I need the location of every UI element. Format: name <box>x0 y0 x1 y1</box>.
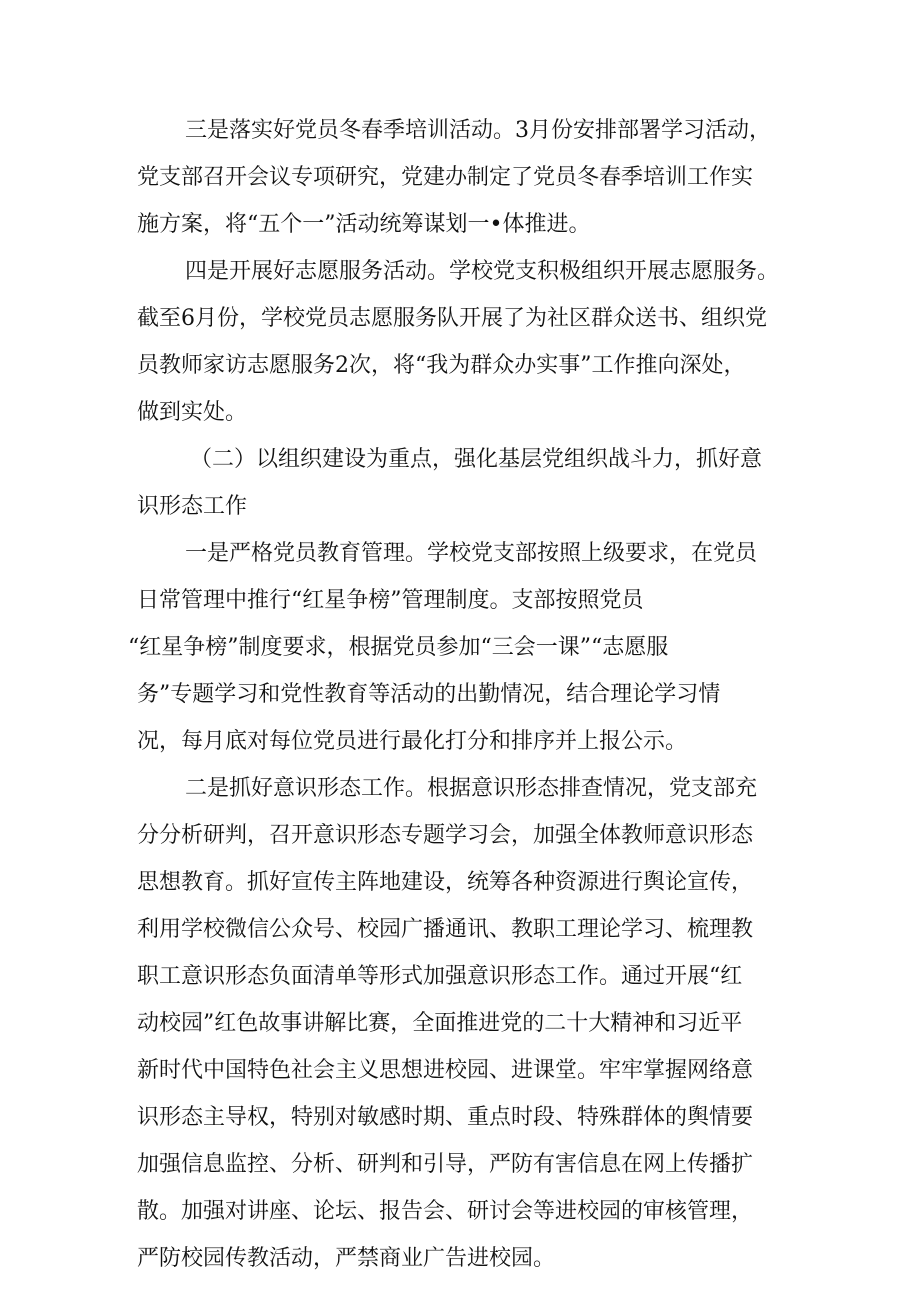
text-line: 新时代中国特色社会主义思想进校园、进课堂。牢牢掌握网络意 <box>137 1058 754 1083</box>
text-line: 做到实处。 <box>137 400 248 425</box>
text-line: 分分析研判，召开意识形态专题学习会，加强全体教师意识形态 <box>137 823 754 848</box>
text-line: 三是落实好党员冬春季培训活动。3月份安排部署学习活动， <box>185 118 771 143</box>
text-line: 务”专题学习和党性教育等活动的出勤情况，结合理论学习情 <box>137 682 721 707</box>
text-line: 况，每月底对每位党员进行最化打分和排序并上报公示。 <box>137 729 688 754</box>
text-line: 利用学校微信公众号、校园广播通讯、教职工理论学习、梳理教 <box>137 917 754 942</box>
text-line: “红星争榜”制度要求，根据党员参加“三会一课”“志愿服 <box>128 635 669 660</box>
text-line: 四是开展好志愿服务活动。学校党支积极组织开展志愿服务。 <box>185 259 780 284</box>
text-line: 加强信息监控、分析、研判和引导，严防有害信息在网上传播扩 <box>137 1152 754 1177</box>
text-line: 识形态主导权，特别对敏感时期、重点时段、特殊群体的舆情要 <box>137 1105 754 1130</box>
text-line: 动校园”红色故事讲解比赛，全面推进党的二十大精神和习近平 <box>137 1011 743 1036</box>
text-line: 职工意识形态负面清单等形式加强意识形态工作。通过开展“红 <box>137 964 743 989</box>
text-line: 日常管理中推行“红星争榜”管理制度。支部按照党员 <box>137 588 644 613</box>
text-line: 一是严格党员教育管理。学校党支部按照上级要求，在党员 <box>185 541 758 566</box>
text-line: 散。加强对讲座、论坛、报告会、研讨会等进校园的审核管理， <box>137 1199 754 1224</box>
section-heading-line: 识形态工作 <box>137 494 248 519</box>
text-line: 党支部召开会议专项研究，党建办制定了党员冬春季培训工作实 <box>137 165 754 190</box>
text-line: 截至6月份，学校党员志愿服务队开展了为社区群众送书、组织党 <box>137 306 767 331</box>
text-line: 思想教育。抓好宣传主阵地建设，统筹各种资源进行舆论宣传， <box>137 870 754 895</box>
section-heading-line: （二）以组织建设为重点，强化基层党组织战斗力，抓好意 <box>190 447 763 472</box>
text-line: 二是抓好意识形态工作。根据意识形态排查情况，党支部充 <box>185 776 758 801</box>
text-line: 施方案，将“五个一”活动统筹谋划一•体推进。 <box>137 212 591 237</box>
text-line: 严防校园传教活动，严禁商业广告进校园。 <box>137 1246 556 1271</box>
text-line: 员教师家访志愿服务2次，将“我为群众办实事”工作推向深处， <box>137 353 746 378</box>
